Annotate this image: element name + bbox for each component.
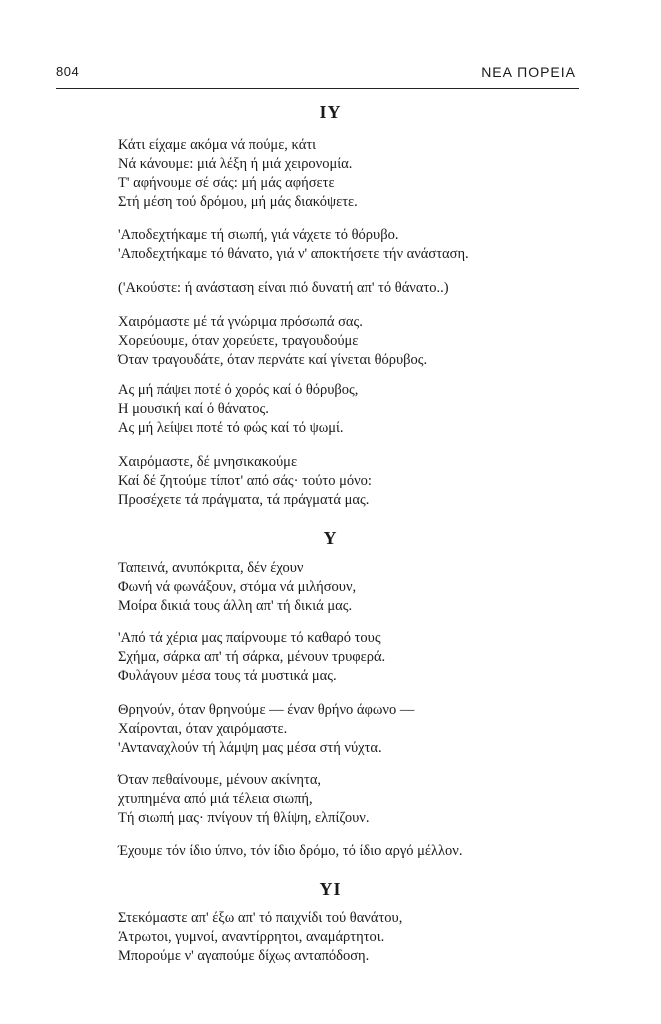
stanza bbox=[118, 701, 414, 758]
verse-line: 'Από τά χέρια μας παίρνουμε τό καθαρό τους bbox=[118, 630, 381, 646]
stanza bbox=[118, 842, 462, 861]
stanza bbox=[118, 313, 427, 370]
verse-line: Τή σιωπή μας· πνίγουν τή θλίψη, ελπίζουν. bbox=[118, 810, 370, 826]
stanza bbox=[118, 226, 469, 264]
verse-line: Προσέχετε τά πράγματα, τά πράγματά μας. bbox=[118, 492, 370, 508]
verse-line: Άτρωτοι, γυμνοί, αναντίρρητοι, αναμάρτητοι. bbox=[118, 929, 385, 945]
stanza bbox=[118, 771, 369, 828]
stanza bbox=[118, 559, 356, 616]
verse-line: Νά κάνουμε: μιά λέξη ή μιά χειρονομία. bbox=[118, 156, 353, 172]
verse-line: Τ' αφήνουμε σέ σάς: μή μάς αφήσετε bbox=[118, 175, 335, 191]
journal-title: ΝΕΑ ΠΟΡΕΙΑ bbox=[481, 64, 576, 80]
stanza bbox=[118, 909, 402, 966]
verse-line: Καί δέ ζητούμε τίποτ' από σάς· τούτο μόνο: bbox=[118, 473, 372, 489]
verse-line: Στή μέση τού δρόμου, μή μάς διακόψετε. bbox=[118, 194, 358, 210]
verse-line: 'Αποδεχτήκαμε τή σιωπή, γιά νάχετε τό θόρυβο. bbox=[118, 227, 399, 243]
stanza bbox=[118, 629, 385, 686]
stanza bbox=[118, 381, 358, 438]
stanza bbox=[118, 136, 358, 212]
page-number: 804 bbox=[56, 64, 80, 79]
stanza bbox=[118, 279, 449, 298]
verse-line: Μπορούμε ν' αγαπούμε δίχως ανταπόδοση. bbox=[118, 948, 370, 964]
verse-line: Η μουσική καί ό θάνατος. bbox=[118, 401, 269, 417]
verse-line: Ας μή λείψει ποτέ τό φώς καί τό ψωμί. bbox=[118, 420, 344, 436]
verse-line: Όταν τραγουδάτε, όταν περνάτε καί γίνεται θόρυβος. bbox=[118, 352, 428, 368]
section-heading-1: ΙΥ bbox=[319, 102, 342, 122]
section-heading-3: ΥΙ bbox=[319, 879, 342, 899]
verse-line: ('Ακούστε: ή ανάσταση είναι πιό δυνατή απ' τό θάνατο..) bbox=[118, 280, 449, 296]
verse-line: Χαιρόμαστε μέ τά γνώριμα πρόσωπά σας. bbox=[118, 314, 363, 330]
verse-line: Μοίρα δικιά τους άλλη απ' τή δικιά μας. bbox=[118, 598, 353, 614]
verse-line: 'Αποδεχτήκαμε τό θάνατο, γιά ν' αποκτήσετε τήν ανάσταση. bbox=[118, 246, 469, 262]
verse-line: Ταπεινά, ανυπόκριτα, δέν έχουν bbox=[118, 560, 304, 576]
verse-line: Χορεύουμε, όταν χορεύετε, τραγουδούμε bbox=[118, 333, 359, 349]
verse-line: Φυλάγουν μέσα τους τά μυστικά μας. bbox=[118, 668, 337, 684]
verse-line: 'Ανταναχλούν τή λάμψη μας μέσα στή νύχτα. bbox=[118, 740, 382, 756]
verse-line: Έχουμε τόν ίδιο ύπνο, τόν ίδιο δρόμο, τό ίδιο αργό μέλλον. bbox=[118, 843, 463, 859]
verse-line: Στεκόμαστε απ' έξω απ' τό παιχνίδι τού θανάτου, bbox=[118, 910, 403, 926]
verse-line: χτυπημένα από μιά τέλεια σιωπή, bbox=[118, 791, 313, 807]
verse-line: Όταν πεθαίνουμε, μένουν ακίνητα, bbox=[118, 772, 322, 788]
verse-line: Σχήμα, σάρκα απ' τή σάρκα, μένουν τρυφερά. bbox=[118, 649, 386, 665]
verse-line: Θρηνούν, όταν θρηνούμε — έναν θρήνο άφωνο — bbox=[118, 702, 415, 718]
header-rule bbox=[56, 88, 579, 89]
section-heading-2: Υ bbox=[323, 528, 338, 548]
verse-line: Χαιρόμαστε, δέ μνησικακούμε bbox=[118, 454, 298, 470]
stanza bbox=[118, 453, 372, 510]
verse-line: Φωνή νά φωνάξουν, στόμα νά μιλήσουν, bbox=[118, 579, 357, 595]
verse-line: Κάτι είχαμε ακόμα νά πούμε, κάτι bbox=[118, 137, 317, 153]
verse-line: Ας μή πάψει ποτέ ό χορός καί ό θόρυβος, bbox=[118, 382, 359, 398]
running-header bbox=[56, 64, 576, 84]
verse-line: Χαίρονται, όταν χαιρόμαστε. bbox=[118, 721, 288, 737]
